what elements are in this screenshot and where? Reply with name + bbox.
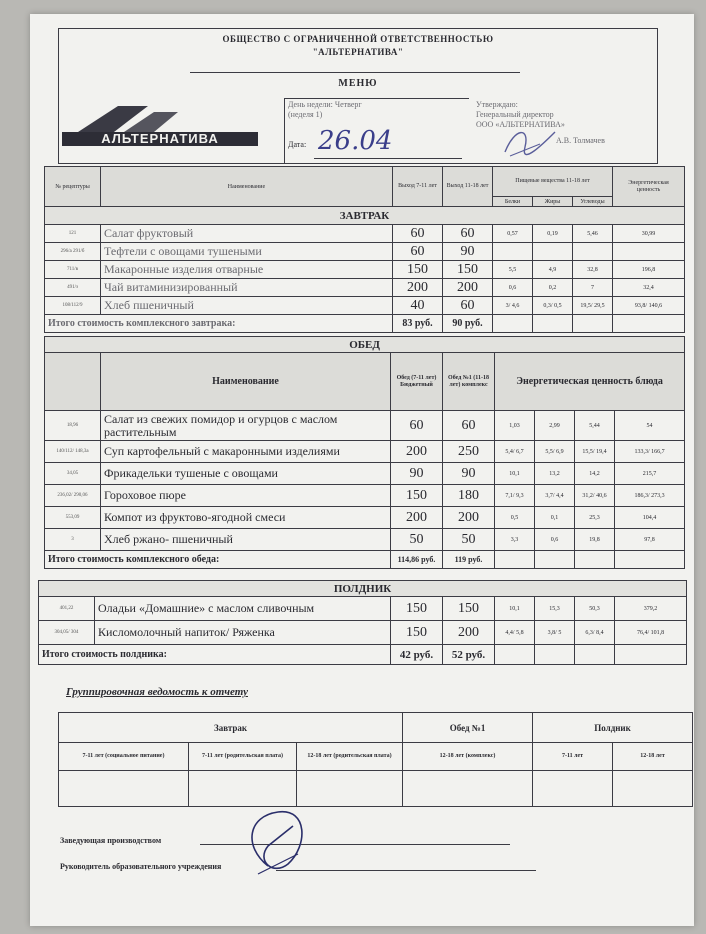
week-label: (неделя 1) [288,110,323,119]
dish-name: Хлеб ржано- пшеничный [101,529,391,551]
table-row [45,261,685,279]
protein: 7,1/ 9,3 [495,485,535,507]
snack-title: ПОЛДНИК [39,581,687,597]
energy: 133,3/ 166,7 [615,441,685,463]
approval-line1: Утверждаю: [476,100,518,109]
protein: 0,6 [493,279,533,297]
portion-a: 200 [391,441,443,463]
carb: 50,3 [575,597,615,621]
carb: 7 [573,279,613,297]
fat: 0,3/ 0,5 [533,297,573,315]
col-nutrients: Пищевые вещества 11-18 лет [493,167,613,197]
lunch-col-name: Наименование [101,353,391,411]
lunch-total-label: Итого стоимость комплексного обеда: [45,551,391,569]
portion-b: 60 [443,297,493,315]
fat: 0,19 [533,225,573,243]
portion-b: 200 [443,279,493,297]
table-row [45,279,685,297]
portion-b: 50 [443,529,495,551]
report-col-6: 12-18 лет [613,743,693,771]
org-line1: ОБЩЕСТВО С ОГРАНИЧЕННОЙ ОТВЕТСТВЕННОСТЬЮ [222,34,494,44]
dish-name: Чай витаминизированный [101,279,393,297]
portion-b: 90 [443,463,495,485]
energy: 196,8 [613,261,685,279]
fat: 3,8/ 5 [535,621,575,645]
breakfast-total-1: 83 руб. [393,315,443,333]
report-title: Группировочная ведомость к отчету [66,686,248,698]
table-row [39,621,687,645]
protein: 3/ 4,6 [493,297,533,315]
energy: 379,2 [615,597,687,621]
recipe-code: 236,02/ 290,06 [45,485,101,507]
date-value: 26.04 [318,126,393,156]
carb: 25,3 [575,507,615,529]
col-out-7-11: Выход 7-11 лет [393,167,443,207]
portion-a: 200 [391,507,443,529]
snack-total-2: 52 руб. [443,645,495,665]
fat: 2,99 [535,411,575,441]
portion-a: 90 [391,463,443,485]
breakfast-total-2: 90 руб. [443,315,493,333]
carb: 5,46 [573,225,613,243]
table-row [45,463,685,485]
col-recipe-no: № рецептуры [45,167,101,207]
report-col-1: 7-11 лет (социальное питание) [59,743,189,771]
energy: 93,8/ 140,6 [613,297,685,315]
carb [573,243,613,261]
carb: 6,3/ 8,4 [575,621,615,645]
recipe-code: 34,05 [45,463,101,485]
lunch-title: ОБЕД [45,337,685,353]
recipe-code: 296/а 291/б [45,243,101,261]
portion-b: 60 [443,411,495,441]
portion-b: 150 [443,261,493,279]
signature-label-2: Руководитель образовательного учреждения [60,862,222,871]
portion-a: 150 [391,621,443,645]
protein: 10,1 [495,463,535,485]
fat: 5,5/ 6,9 [535,441,575,463]
portion-b: 90 [443,243,493,261]
dish-name: Суп картофельный с макаронными изделиями [101,441,391,463]
carb: 14,2 [575,463,615,485]
dish-name: Тефтели с овощами тушеными [101,243,393,261]
carb: 15,5/ 19,4 [575,441,615,463]
col-name: Наименование [101,167,393,207]
snack-total-label: Итого стоимость полдника: [39,645,391,665]
dish-name: Кисломолочный напиток/ Ряженка [95,621,391,645]
report-col-2: 7-11 лет (родительская плата) [189,743,297,771]
protein: 1,03 [495,411,535,441]
protein: 5,5 [493,261,533,279]
energy: 104,4 [615,507,685,529]
date-label: Дата: [288,140,307,149]
dish-name: Салат фруктовый [101,225,393,243]
fat: 0,1 [535,507,575,529]
report-group-snack: Полдник [533,713,693,743]
table-row [45,411,685,441]
recipe-code: 491/з [45,279,101,297]
title-rule [190,72,520,73]
breakfast-total-label: Итого стоимость комплексного завтрака: [45,315,393,333]
date-underline [314,158,462,159]
col-protein: Белки [493,197,533,207]
col-carb: Углеводы [573,197,613,207]
protein [493,243,533,261]
fat [533,243,573,261]
report-col-3: 12-18 лет (родительская плата) [297,743,403,771]
signature-label-1: Заведующая производством [60,836,162,845]
lunch-col-1: Обед (7-11 лет) Бюджетный [391,353,443,411]
snack-total-1: 42 руб. [391,645,443,665]
approval-line4: А.В. Толмачев [556,136,605,145]
protein: 0,57 [493,225,533,243]
portion-b: 180 [443,485,495,507]
report-col-4: 12-18 лет (комплекс) [403,743,533,771]
fat: 15,3 [535,597,575,621]
director-signature [500,122,560,162]
portion-a: 60 [393,243,443,261]
weekday-label: День недели: Четверг [288,100,362,109]
menu-title: МЕНЮ [338,78,378,89]
protein: 10,1 [495,597,535,621]
portion-a: 150 [393,261,443,279]
carb: 32,8 [573,261,613,279]
portion-b: 60 [443,225,493,243]
recipe-code: 553,09 [45,507,101,529]
energy: 76,4/ 101,8 [615,621,687,645]
protein: 4,4/ 5,8 [495,621,535,645]
report-table [58,712,693,807]
portion-b: 150 [443,597,495,621]
table-row [45,485,685,507]
company-logo [58,102,264,154]
portion-a: 60 [393,225,443,243]
portion-a: 40 [393,297,443,315]
recipe-code: 121 [45,225,101,243]
energy: 32,4 [613,279,685,297]
portion-a: 200 [393,279,443,297]
report-cell[interactable] [613,771,693,807]
lunch-total-2: 119 руб. [443,551,495,569]
fat: 0,2 [533,279,573,297]
table-row [45,507,685,529]
table-row [45,243,685,261]
portion-b: 200 [443,507,495,529]
recipe-code: 711/в [45,261,101,279]
col-fat: Жиры [533,197,573,207]
lunch-col-energy: Энергетическая ценность блюда [495,353,685,411]
dish-name: Макаронные изделия отварные [101,261,393,279]
recipe-code: 3 [45,529,101,551]
fat: 13,2 [535,463,575,485]
fat: 3,7/ 4,4 [535,485,575,507]
carb: 19,5/ 29,5 [573,297,613,315]
breakfast-table [44,166,685,333]
carb: 5,44 [575,411,615,441]
energy: 186,3/ 273,3 [615,485,685,507]
dish-name: Салат из свежих помидор и огурцов с маслом растительным [101,411,391,441]
approval-line3: ООО «АЛЬТЕРНАТИВА» [476,120,565,129]
report-empty-row [59,771,693,807]
table-row [45,297,685,315]
report-cell[interactable] [59,771,189,807]
fat: 0,6 [535,529,575,551]
snack-table [38,580,687,665]
report-group-lunch: Обед №1 [403,713,533,743]
report-cell[interactable] [403,771,533,807]
dish-name: Компот из фруктово-ягодной смеси [101,507,391,529]
recipe-code: 18,96 [45,411,101,441]
dish-name: Гороховое пюре [101,485,391,507]
recipe-code: 401,22 [39,597,95,621]
report-cell[interactable] [533,771,613,807]
fat: 4,9 [533,261,573,279]
dish-name: Оладьи «Домашние» с маслом сливочным [95,597,391,621]
org-line2: "АЛЬТЕРНАТИВА" [312,47,404,57]
report-cell[interactable] [297,771,403,807]
table-row [39,597,687,621]
table-row [45,441,685,463]
energy [613,243,685,261]
table-row [45,529,685,551]
breakfast-title: ЗАВТРАК [45,207,685,225]
protein: 0,5 [495,507,535,529]
energy: 97,8 [615,529,685,551]
protein: 5,4/ 6,7 [495,441,535,463]
recipe-code: 108/112/9 [45,297,101,315]
svg-text:АЛЬТЕРНАТИВА: АЛЬТЕРНАТИВА [101,131,219,146]
approval-line2: Генеральный директор [476,110,554,119]
table-row [45,225,685,243]
portion-a: 60 [391,411,443,441]
dish-name: Фрикадельки тушеные с овощами [101,463,391,485]
report-col-5: 7-11 лет [533,743,613,771]
portion-b: 250 [443,441,495,463]
dish-name: Хлеб пшеничный [101,297,393,315]
energy: 30,99 [613,225,685,243]
portion-a: 150 [391,485,443,507]
recipe-code: 140/112/ 148,3а [45,441,101,463]
carb: 31,2/ 40,6 [575,485,615,507]
recipe-code: 304,05/ 304 [39,621,95,645]
report-group-breakfast: Завтрак [59,713,403,743]
energy: 54 [615,411,685,441]
carb: 19,8 [575,529,615,551]
protein: 3,3 [495,529,535,551]
portion-a: 50 [391,529,443,551]
logo-graphic [58,102,264,154]
handwritten-signature [238,806,318,878]
col-energy: Энергетическая ценность [613,167,685,207]
report-cell[interactable] [189,771,297,807]
portion-a: 150 [391,597,443,621]
portion-b: 200 [443,621,495,645]
lunch-table [44,336,685,569]
lunch-total-1: 114,86 руб. [391,551,443,569]
lunch-col-2: Обед №1 (11-18 лет) комплекс [443,353,495,411]
col-out-11-18: Выход 11-18 лет [443,167,493,207]
energy: 215,7 [615,463,685,485]
